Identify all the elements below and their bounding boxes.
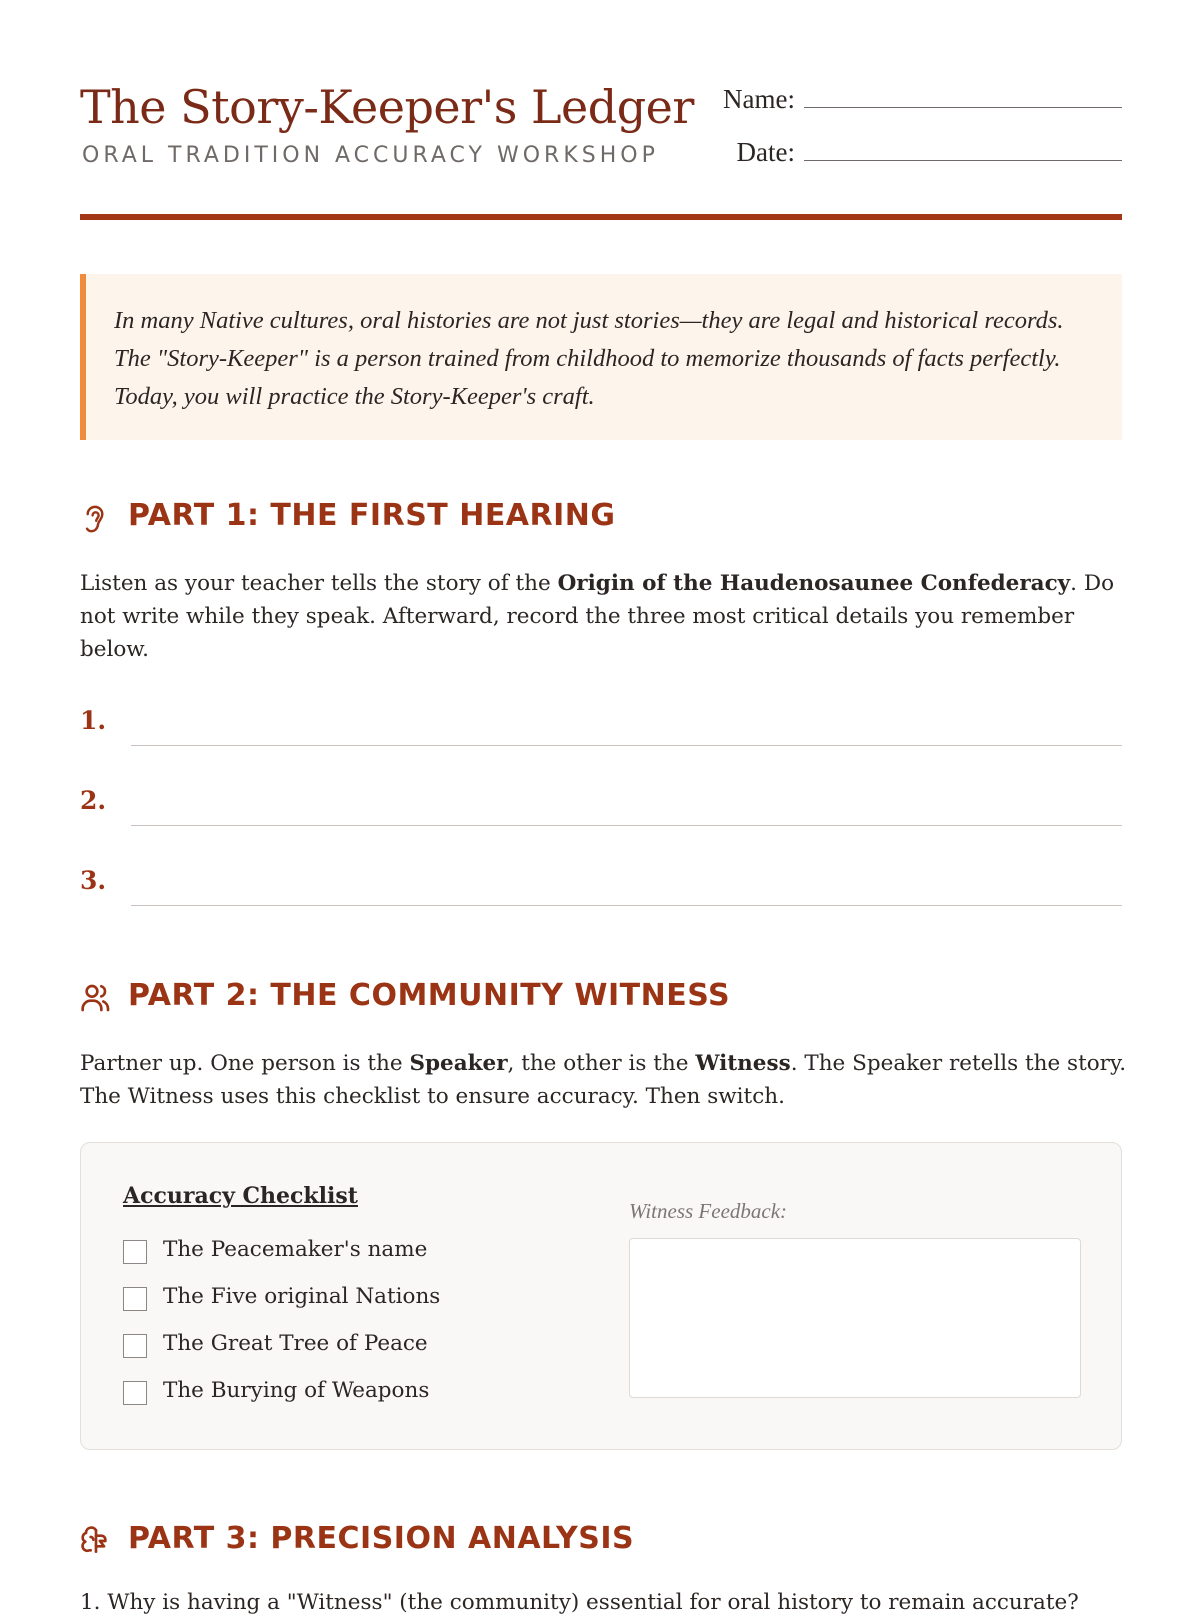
intro-text: In many Native cultures, oral histories are not just stories—they are legal and historical records. The "Story-Keeper" is a person trained from childhood to memorize thousands of facts perfectly. Today, you will practice the Story-Keeper's craft. — [114, 307, 1064, 410]
checkbox[interactable] — [123, 1334, 147, 1358]
page-title: The Story-Keeper's Ledger — [80, 80, 694, 134]
checkbox[interactable] — [123, 1381, 147, 1405]
brain-icon — [80, 1525, 112, 1557]
date-label: Date: — [736, 137, 795, 167]
checklist-item-label: The Great Tree of Peace — [163, 1331, 428, 1356]
checklist-panel — [80, 1142, 1122, 1450]
checklist-title: Accuracy Checklist — [123, 1183, 358, 1209]
part1-instructions — [80, 567, 1130, 666]
intro-callout — [80, 274, 1122, 440]
part3-title: PART 3: PRECISION ANALYSIS — [128, 1521, 635, 1556]
date-field[interactable] — [804, 160, 1122, 161]
answer-number-1: 1. — [80, 706, 107, 735]
users-icon — [80, 982, 112, 1014]
answer-number-3: 3. — [80, 866, 107, 895]
name-label: Name: — [723, 84, 795, 114]
answer-line-2[interactable] — [131, 825, 1122, 826]
answer-line-3[interactable] — [131, 905, 1122, 906]
part1-text-after: . Do not write while they speak. Afterward, record the three most critical details you remember below. — [80, 571, 1115, 662]
name-field[interactable] — [804, 107, 1122, 108]
ear-icon — [80, 502, 110, 536]
part2-text-3: . The Speaker retells the story. The Witness uses this checklist to ensure accuracy. Then switch. — [80, 1051, 1127, 1109]
answer-number-2: 2. — [80, 786, 107, 815]
witness-term: Witness — [695, 1051, 791, 1076]
answer-line-1[interactable] — [131, 745, 1122, 746]
checklist-item-label: The Peacemaker's name — [163, 1237, 428, 1262]
header-divider — [80, 214, 1122, 220]
page-subtitle: ORAL TRADITION ACCURACY WORKSHOP — [82, 143, 659, 168]
part1-text-before: Listen as your teacher tells the story of the — [80, 571, 558, 596]
checkbox[interactable] — [123, 1240, 147, 1264]
part1-story-title: Origin of the Haudenosaunee Confederacy — [557, 571, 1071, 596]
witness-feedback-input[interactable] — [629, 1238, 1081, 1398]
checklist-item-label: The Five original Nations — [163, 1284, 441, 1309]
checklist-item-label: The Burying of Weapons — [163, 1378, 430, 1403]
part2-text-1: Partner up. One person is the — [80, 1051, 410, 1076]
part2-title: PART 2: THE COMMUNITY WITNESS — [128, 978, 731, 1013]
speaker-term: Speaker — [409, 1051, 508, 1076]
part3-question-1: 1. Why is having a "Witness" (the community) essential for oral history to remain accurate? — [80, 1590, 1079, 1615]
part1-title: PART 1: THE FIRST HEARING — [128, 498, 616, 533]
part2-instructions — [80, 1047, 1130, 1113]
witness-feedback-label: Witness Feedback: — [629, 1199, 788, 1223]
checkbox[interactable] — [123, 1287, 147, 1311]
part2-text-2: , the other is the — [507, 1051, 696, 1076]
